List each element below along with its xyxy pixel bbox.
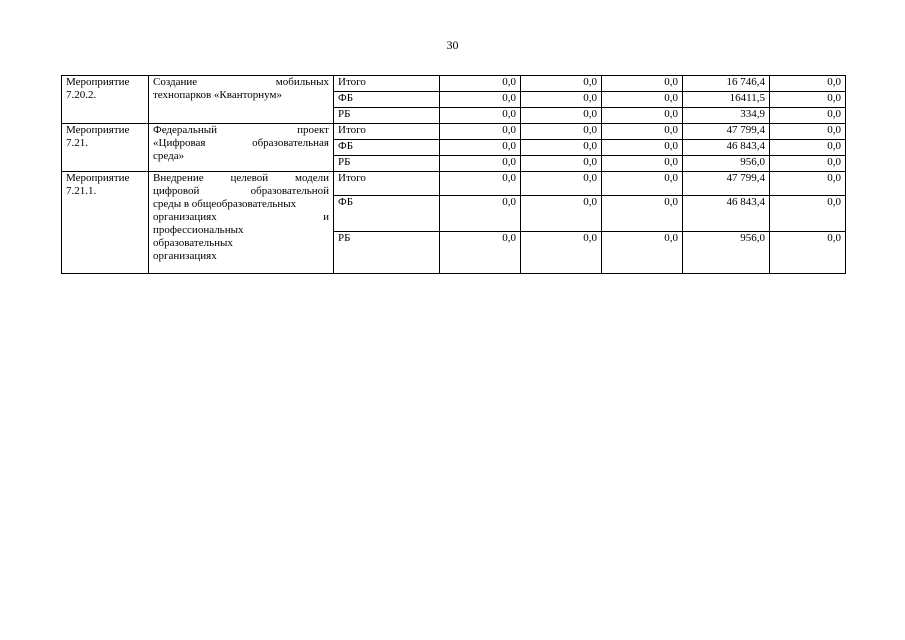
description-cell (149, 124, 334, 172)
amount-cell: 0,0 (770, 140, 846, 156)
description-line (153, 185, 329, 198)
description-line (153, 124, 329, 137)
description-word: модели (294, 172, 329, 184)
amount-cell: 0,0 (440, 124, 521, 140)
description-word: образовательной (250, 185, 329, 197)
amount-cell: 46 843,4 (683, 196, 770, 232)
amount-cell: 0,0 (602, 232, 683, 274)
amount-cell: 0,0 (770, 108, 846, 124)
amount-cell: 0,0 (521, 92, 602, 108)
amount-cell: 0,0 (770, 76, 846, 92)
funding-source: ФБ (334, 196, 440, 232)
description-word: целевой (230, 172, 269, 184)
description-word: и (323, 211, 329, 223)
table-row (62, 172, 846, 196)
amount-cell: 16 746,4 (683, 76, 770, 92)
amount-cell: 0,0 (602, 92, 683, 108)
event-line: Мероприятие (66, 124, 130, 136)
description-word: Внедрение (153, 172, 204, 184)
description-cell (149, 76, 334, 124)
funding-source: РБ (334, 108, 440, 124)
funding-source: Итого (334, 76, 440, 92)
funding-source: Итого (334, 172, 440, 196)
description-line (153, 211, 329, 224)
description-word: образовательная (252, 137, 329, 149)
amount-cell: 0,0 (770, 232, 846, 274)
amount-cell: 956,0 (683, 156, 770, 172)
amount-cell: 0,0 (602, 76, 683, 92)
amount-cell: 0,0 (770, 92, 846, 108)
budget-table (61, 75, 846, 274)
funding-source: ФБ (334, 92, 440, 108)
description-line: профессиональных (153, 224, 244, 236)
amount-cell: 0,0 (440, 156, 521, 172)
amount-cell: 0,0 (602, 156, 683, 172)
event-line: Мероприятие (66, 172, 130, 184)
amount-cell: 0,0 (440, 140, 521, 156)
description-word: цифровой (153, 185, 200, 197)
funding-source: Итого (334, 124, 440, 140)
funding-source: РБ (334, 232, 440, 274)
amount-cell: 0,0 (521, 108, 602, 124)
amount-cell: 0,0 (602, 140, 683, 156)
amount-cell: 0,0 (521, 196, 602, 232)
event-line: 7.21.1. (66, 185, 97, 197)
event-cell (62, 76, 149, 124)
amount-cell: 0,0 (602, 124, 683, 140)
description-line: организациях (153, 250, 217, 262)
description-word: Федеральный (153, 124, 218, 136)
page-number: 30 (446, 38, 459, 52)
event-line: 7.20.2. (66, 89, 97, 101)
amount-cell: 956,0 (683, 232, 770, 274)
event-line: Мероприятие (66, 76, 130, 88)
description-word: «Цифровая (153, 137, 206, 149)
description-line (153, 137, 329, 150)
amount-cell: 0,0 (440, 76, 521, 92)
funding-source: ФБ (334, 140, 440, 156)
amount-cell: 0,0 (521, 76, 602, 92)
description-line (153, 76, 329, 89)
amount-cell: 0,0 (521, 156, 602, 172)
amount-cell: 0,0 (602, 196, 683, 232)
amount-cell: 0,0 (440, 196, 521, 232)
amount-cell: 0,0 (440, 108, 521, 124)
amount-cell: 16411,5 (683, 92, 770, 108)
event-cell (62, 124, 149, 172)
description-line: среда» (153, 150, 185, 162)
amount-cell: 0,0 (770, 172, 846, 196)
description-word: организациях (153, 211, 217, 223)
amount-cell: 0,0 (521, 124, 602, 140)
event-line: 7.21. (66, 137, 88, 149)
amount-cell: 0,0 (770, 124, 846, 140)
amount-cell: 0,0 (521, 140, 602, 156)
description-word: мобильных (275, 76, 329, 88)
amount-cell: 334,9 (683, 108, 770, 124)
amount-cell: 0,0 (440, 92, 521, 108)
description-cell (149, 172, 334, 274)
table-row (62, 124, 846, 140)
amount-cell: 0,0 (770, 196, 846, 232)
amount-cell: 47 799,4 (683, 124, 770, 140)
description-word: Создание (153, 76, 198, 88)
description-line (153, 172, 329, 185)
description-line: среды в общеобразовательных (153, 198, 297, 210)
amount-cell: 0,0 (770, 156, 846, 172)
amount-cell: 0,0 (521, 172, 602, 196)
amount-cell: 46 843,4 (683, 140, 770, 156)
amount-cell: 0,0 (440, 172, 521, 196)
table-row (62, 76, 846, 92)
amount-cell: 0,0 (521, 232, 602, 274)
amount-cell: 47 799,4 (683, 172, 770, 196)
description-word: проект (297, 124, 329, 136)
funding-source: РБ (334, 156, 440, 172)
amount-cell: 0,0 (602, 108, 683, 124)
description-line: образовательных (153, 237, 233, 249)
description-line: технопарков «Кванторнум» (153, 89, 282, 101)
amount-cell: 0,0 (440, 232, 521, 274)
amount-cell: 0,0 (602, 172, 683, 196)
event-cell (62, 172, 149, 274)
